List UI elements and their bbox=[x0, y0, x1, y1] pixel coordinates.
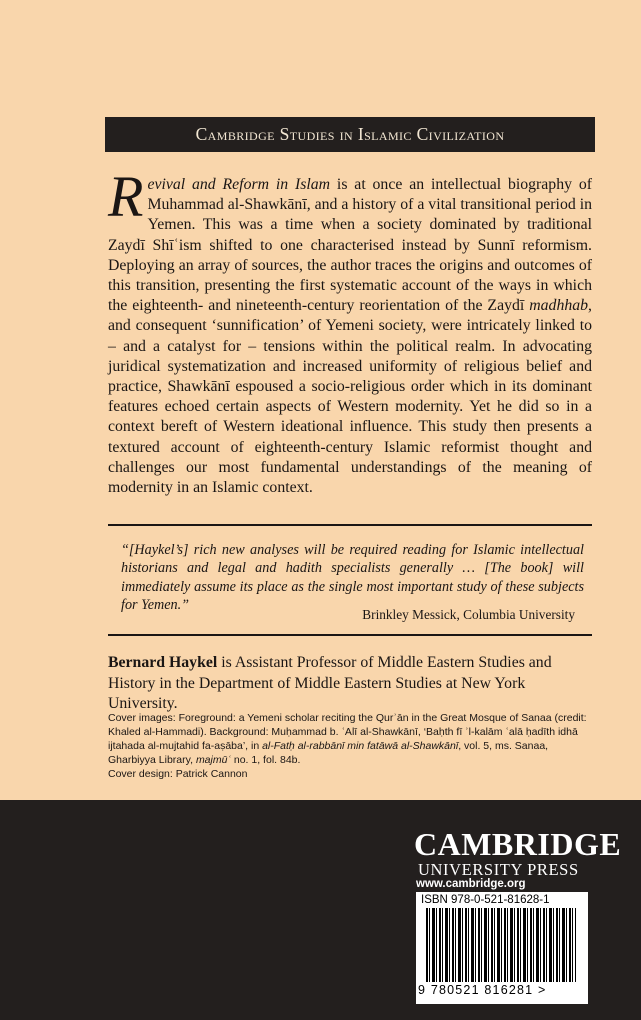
isbn-label: ISBN 978-0-521-81628-1 bbox=[421, 894, 550, 906]
endorsement-attribution: Brinkley Messick, Columbia University bbox=[362, 607, 575, 622]
publisher-logo: CAMBRIDGE bbox=[414, 826, 622, 862]
series-title: Cambridge Studies in Islamic Civilization bbox=[195, 124, 505, 144]
blurb-madhhab: madhhab bbox=[529, 297, 589, 315]
cover-design-credit: Cover design: Patrick Cannon bbox=[108, 767, 248, 780]
blurb-paragraph bbox=[108, 164, 592, 498]
divider-bottom bbox=[108, 634, 592, 636]
author-bio-text: is Assistant Professor of Middle Eastern Studies and History in the Department of Middle Eastern Studies at New York University. bbox=[108, 654, 552, 712]
divider-top bbox=[108, 524, 592, 526]
credit-text-3: no. 1, fol. 84b. bbox=[230, 753, 301, 766]
series-banner bbox=[105, 117, 595, 152]
endorsement-quote: “[Haykel’s] rich new analyses will be required reading for Islamic intellectual historians and legal and hadith specialists generally … [The book] will immediately assume its place as the single most important study of these subjects for Yemen.” bbox=[121, 542, 584, 614]
blurb-text-2: , and consequent ‘sunnification’ of Yemeni society, were intricately linked to – and a catalyst for – tensions within the political realm. In advocating juridical systematization and increased uniformity of religious belief and practice, Shawkānī espoused a socio-religious order which in its dominant features echoed certain aspects of Western modernity. Yet he did so in a context bereft of Western ideational influence. This study then presents a textured account of eighteenth-century Islamic reformist thought and challenges our most fundamental understandings of the meaning of modernity in an Islamic context. bbox=[108, 297, 592, 497]
barcode-digits: 9 780521 816281 > bbox=[418, 983, 547, 997]
cover-images-credit bbox=[108, 712, 594, 768]
credit-work-title: al-Fatḥ al-rabbānī min fatāwā al-Shawkānī bbox=[262, 739, 459, 752]
blurb-text-1: is at once an intellectual biography of Muhammad al-Shawkānī, and a history of a vital transitional period in Yemen. This was a time when a society dominated by traditional Zaydī Shīʿism shifted to one characterised instead by Sunnī reformism. Deploying an array of sources, the author traces the origins and outcomes of this transition, presenting the first systematic account of the ways in which the eighteenth- and nineteenth-century reorientation of the Zaydī bbox=[108, 176, 592, 315]
publisher-subtitle: UNIVERSITY PRESS bbox=[418, 860, 579, 879]
author-bio bbox=[108, 653, 594, 715]
drop-cap: R bbox=[108, 164, 144, 229]
credit-text-2: , vol. 5, ms. Sanaa, Gharbiyya Library, bbox=[108, 739, 549, 766]
author-name: Bernard Haykel bbox=[108, 654, 218, 671]
barcode-bars bbox=[426, 908, 576, 982]
publisher-url: www.cambridge.org bbox=[416, 878, 526, 890]
book-title-inline: evival and Reform in Islam bbox=[147, 176, 331, 193]
credit-majmu: majmūʿ bbox=[195, 753, 231, 766]
barcode-panel bbox=[416, 892, 588, 1004]
credit-text-1: Cover images: Foreground: a Yemeni scholar reciting the Qurʾān in the Great Mosque of Sanaa (credit: Khaled al-Hammadi). Background: Muḥammad b. ʿAlī al-Shawkānī, ‘Baḥth fī ʾl-kalām ʿalā ḥadīth idhā ijtahada al-mujtahid fa-aṣāba’, in bbox=[108, 712, 587, 752]
cover-credits bbox=[108, 712, 594, 782]
